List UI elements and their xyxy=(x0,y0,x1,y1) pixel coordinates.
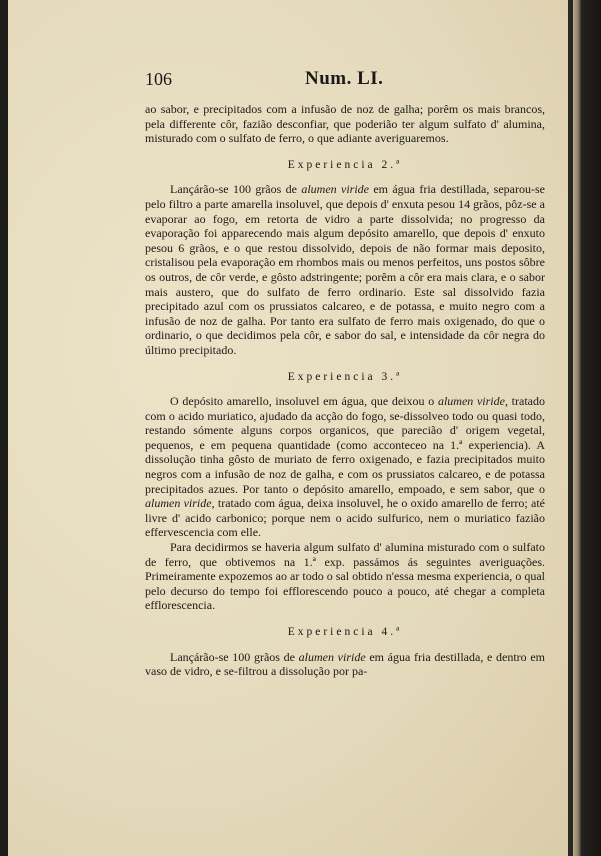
page-header xyxy=(145,68,545,102)
continued-paragraph: ao sabor, e precipitados com a infusão de noz de galha; porêm os mais brancos, pela differente côr, fazião desconfiar, que poderião ter algum sulfato d' alumina, misturado com o sulfato de ferro, o que adiante averiguaremos. xyxy=(145,102,545,146)
exp3-paragraph-1 xyxy=(145,394,545,540)
section-heading-exp2: Experiencia 2.ª xyxy=(287,158,403,171)
section-heading-exp3: Experiencia 3.ª xyxy=(287,370,403,383)
text-run: Lançárão-se 100 grãos de xyxy=(170,182,302,197)
page-edge xyxy=(573,0,581,856)
running-head: Num. LI. xyxy=(305,68,384,89)
exp4-paragraph xyxy=(145,650,545,679)
page-number: 106 xyxy=(145,69,172,89)
exp2-paragraph xyxy=(145,182,545,357)
text-run: em água fria destillada, e dentro em vaso de vidro, e se-filtrou a dissolução por pa- xyxy=(145,649,545,679)
text-run: O depósito amarello, insoluvel em água, que deixou o xyxy=(170,394,438,409)
page-text xyxy=(145,68,545,679)
section-heading-exp4: Experiencia 4.ª xyxy=(287,626,403,638)
italic-term: alumen viride xyxy=(437,394,505,409)
italic-term: alumen viride xyxy=(298,649,366,664)
exp3-paragraph-2: Para decidirmos se haveria algum sulfato d' alumina misturado com o sulfato de ferro, que obtivemos na 1.ª exp. passámos ás seguintes averiguações. Primeiramente expozemos ao ar todo o sal obtido n'essa mesma experiencia, o qual pelo decurso do tempo foi efflorescendo pouco a pouco, até chegar a completa efflorescencia. xyxy=(145,540,545,613)
text-run: Lançárão-se 100 grãos de xyxy=(170,649,299,664)
italic-term: alumen viride xyxy=(301,182,369,197)
italic-term: alumen viride xyxy=(145,496,212,511)
text-run: , tratado com o acido muriatico, ajudado da acção do fogo, se-dissolveo todo ou quasi todo, restando sómente alguns corpos organicos, que parecião d' origem vegetal, pequenos, e em pequena quantidade (como acconteceo na 1.ª experiencia). A dissolução tinha gôsto de muriato de ferro oxigenado, e fazia precipitados muito negros com a infusão de noz de galha, e com os prussiatos calcareo, e de potassa precipitados azues. Por tanto o depósito amarello, empoado, e sem sabor, que o xyxy=(145,394,545,496)
text-run: , tratado com água, deixa insoluvel, he o oxido amarello de ferro; até livre d' acido carbonico; porque nem o acido sulfurico, nem o muriatico fazião effervescencia com elle. xyxy=(145,496,545,540)
text-run: em água fria destillada, separou-se pelo filtro a parte amarella insoluvel, que depois d' enxuta pesou 14 grãos, pôz-se a evaporar ao fogo, em retorta de vidro a parte dissolvida; no progresso da evaporação foi apparecendo mais algum depósito amarello, que depois d' enxuto pesou 6 grãos, e o que restou dissolvido, depois de não formar mais deposito, cristalisou pela evaporação em rhombos mais ou menos perfeitos, uns postos sôbre os outros, de côr verde, e gôsto adstringente; porêm a côr era mais clara, e o sabor mais austero, que do sulfato de ferro ordinario. Este sal dissolvido fazia precipitado azul com os prussiatos calcareo, e de potassa, e muito negro com a infusão de noz de galha. Por tanto era sulfato de ferro mais oxigenado, do que o ordinario, o que decidimos pela côr, e sabor do sal, e intensidade da côr negra do último precipitado. xyxy=(145,182,545,357)
